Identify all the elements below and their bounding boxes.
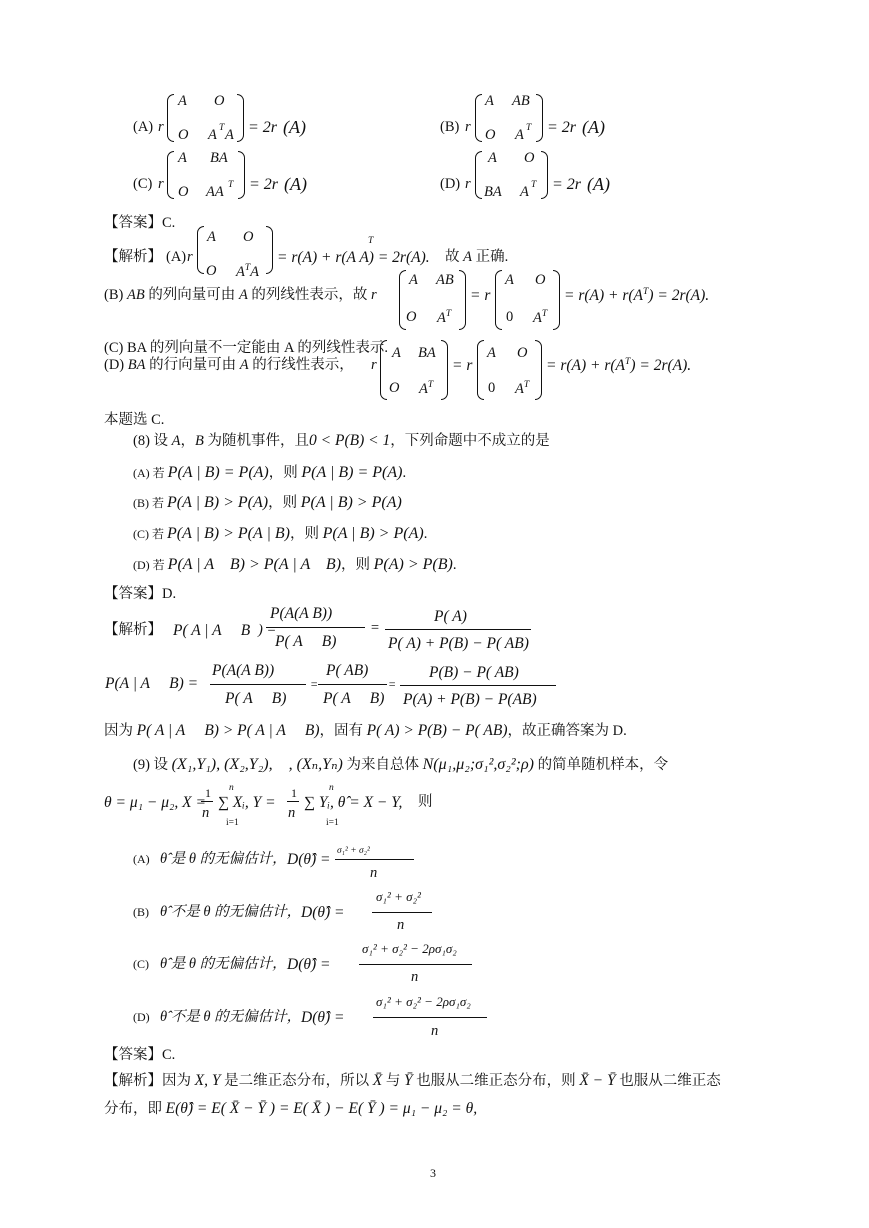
- matrix-left-bracket: [399, 270, 406, 330]
- matrix-entry: A: [505, 272, 514, 288]
- matrix-left-bracket: [197, 226, 204, 274]
- answer-tag: 【答案】: [104, 215, 162, 231]
- analysis-c-text: (C) BA 的列向量不一定能由 A 的列线性表示.: [104, 340, 388, 356]
- q7-option-a-rhs: = 2r: [248, 119, 278, 136]
- matrix-entry: A: [207, 229, 216, 245]
- option-label: (D): [133, 1010, 150, 1024]
- matrix-entry: O: [178, 184, 189, 200]
- q7-option-c-rhs: = 2r: [249, 176, 279, 193]
- matrix-entry: A: [225, 127, 234, 143]
- q7-option-c-r: r: [158, 176, 164, 192]
- matrix-right-bracket: [459, 270, 466, 330]
- analysis-d-eq: = r: [452, 357, 473, 374]
- sum-x: ∑ Xᵢ, Y =: [218, 794, 276, 811]
- q7-option-a-label: (A): [133, 119, 154, 135]
- q7-option-d-r: r: [465, 176, 471, 192]
- fraction-denominator: n: [397, 917, 405, 933]
- q7-option-c-rhs-arg: (A): [284, 174, 307, 194]
- matrix-right-bracket: [266, 226, 273, 274]
- option-text: θ̂ 是 θ 的无偏估计，: [160, 956, 287, 972]
- analysis-tag: 【解析】: [104, 249, 162, 265]
- matrix-entry: BA: [484, 184, 502, 200]
- fraction-denominator: n: [411, 969, 419, 985]
- q9-analysis-line1: 【解析】因为 X, Y 是二维正态分布，所以 X̄ 与 Ȳ 也服从二维正态分布，则 X̄ − Ȳ 也服从二维正态: [104, 1072, 721, 1089]
- fraction-numerator: σ₁² + σ₂² − 2ρσ₁σ₂: [376, 994, 471, 1009]
- matrix-entry: BA: [210, 150, 228, 166]
- q7-answer: [104, 216, 175, 231]
- matrix-entry: $A^T$: [437, 309, 452, 326]
- matrix-right-bracket: [237, 94, 244, 142]
- q7-option-d-label: (D): [440, 176, 461, 192]
- matrix-entry: O: [535, 272, 546, 288]
- matrix-superscript: T: [219, 123, 225, 133]
- analysis-a-conclusion: 故 A 正确.: [445, 249, 509, 265]
- variance-lhs: D(θ̂) =: [287, 851, 331, 868]
- analysis-a-r: r: [187, 249, 193, 265]
- matrix-entry: O: [243, 229, 254, 245]
- q7-conclusion: 本题选 C.: [104, 412, 165, 428]
- matrix-superscript: T: [228, 180, 234, 190]
- analysis-tag: 【解析】: [104, 622, 162, 638]
- matrix-entry: O: [214, 93, 225, 109]
- q7-option-b-rhs: = 2r: [547, 119, 577, 136]
- q8-conclusion: 因为 P( A | A B) > P( A | A B)，固有 P( A) > P(B) − P( AB)，故正确答案为 D.: [104, 722, 627, 739]
- matrix-entry: A: [208, 127, 217, 143]
- fraction-denominator: n: [370, 865, 378, 881]
- formula-eq: =: [310, 677, 319, 691]
- q7-option-b-label: (B): [440, 119, 460, 135]
- matrix-right-bracket: [441, 340, 448, 400]
- matrix-right-bracket: [553, 270, 560, 330]
- q8-option-b: (B) 若 P(A | B) > P(A)，则 P(A | B) > P(A): [133, 494, 402, 511]
- sum-lower-limit: i=1: [326, 818, 339, 828]
- def-then: 则: [418, 794, 433, 810]
- fraction-bar: [266, 627, 365, 628]
- q7-option-d-rhs: = 2r: [552, 176, 582, 193]
- fraction-denominator: n: [431, 1023, 439, 1039]
- variance-lhs: D(θ̂) =: [287, 956, 331, 973]
- analysis-d-r: r: [371, 357, 377, 373]
- matrix-entry: AA: [206, 184, 224, 200]
- fraction-numerator: P(A(A B)): [212, 662, 275, 679]
- q7-option-d-rhs-arg: (A): [587, 174, 610, 194]
- matrix-superscript: T: [526, 123, 532, 133]
- matrix-left-bracket: [477, 340, 484, 400]
- matrix-superscript: T: [531, 180, 537, 190]
- matrix-entry: $A^T$: [515, 380, 530, 397]
- fraction-denominator: n: [202, 805, 210, 821]
- matrix-left-bracket: [380, 340, 387, 400]
- matrix-left-bracket: [495, 270, 502, 330]
- fraction-numerator: P(A(A B)): [270, 605, 333, 622]
- matrix-entry: A: [520, 184, 529, 200]
- fraction-denominator: P( A) + P(B) − P( AB): [388, 635, 529, 652]
- q8-option-d: (D) 若 P(A | A B) > P(A | A B)，则 P(A) > P(B).: [133, 556, 457, 573]
- matrix-entry: BA: [418, 345, 436, 361]
- matrix-entry: $A^T$: [419, 380, 434, 397]
- matrix-entry: O: [389, 380, 400, 396]
- fraction-bar: [385, 629, 531, 630]
- matrix-right-bracket: [535, 340, 542, 400]
- fraction-numerator: σ₁² + σ₂²: [337, 846, 370, 856]
- sum-lower-limit: i=1: [226, 818, 239, 828]
- matrix-entry: A: [487, 345, 496, 361]
- fraction-bar: [318, 684, 387, 685]
- matrix-entry: A: [178, 150, 187, 166]
- q8-option-a: (A) 若 P(A | B) = P(A)，则 P(A | B) = P(A).: [133, 464, 407, 481]
- q9-analysis-line2: 分布，即 E(θ̂) = E( X̄ − Ȳ ) = E( X̄ ) − E( Ȳ ) = μ₁ − μ₂ = θ,: [104, 1100, 478, 1117]
- fraction-numerator: P( AB): [326, 662, 369, 679]
- matrix-entry: 0: [506, 309, 514, 325]
- matrix-entry: A: [178, 93, 187, 109]
- matrix-right-bracket: [541, 151, 548, 199]
- fraction-numerator: P( A): [434, 608, 467, 625]
- fraction-denominator: P( A B): [275, 633, 337, 650]
- fraction-bar: [400, 685, 556, 686]
- matrix-entry: A: [515, 127, 524, 143]
- option-text: θ̂ 是 θ 的无偏估计，: [160, 851, 287, 867]
- q8-stem: (8) 设 A，B 为随机事件，且0 < P(B) < 1，下列命题中不成立的是: [133, 432, 550, 449]
- sum-upper-limit: n: [229, 783, 234, 793]
- fraction-denominator: P( A B): [225, 690, 287, 707]
- analysis-a-rhs: = r(A) + r(A A) = 2r(A).: [277, 249, 430, 266]
- matrix-entry: A: [409, 272, 418, 288]
- analysis-b-eq: = r: [470, 287, 491, 304]
- matrix-entry: A: [488, 150, 497, 166]
- fraction-bar: [359, 964, 472, 965]
- analysis-d-text: (D) BA 的行向量可由 A 的行线性表示，: [104, 357, 354, 373]
- formula-eq: ) =: [258, 622, 277, 638]
- fraction-denominator: P(A) + P(B) − P(AB): [403, 691, 537, 708]
- q8-answer: 【答案】D.: [104, 586, 177, 602]
- matrix-entry: O: [524, 150, 535, 166]
- option-label: (A): [133, 852, 150, 866]
- q8-option-c: (C) 若 P(A | B) > P(A | B)，则 P(A | B) > P(A).: [133, 525, 428, 542]
- matrix-entry: 0: [488, 380, 496, 396]
- sum-y: ∑ Yᵢ, θ̂ = X − Y,: [304, 794, 403, 811]
- def-theta: θ = μ₁ − μ₂, X =: [104, 794, 206, 811]
- matrix-entry: O: [485, 127, 496, 143]
- fraction-denominator: P( A B): [323, 690, 385, 707]
- fraction-bar: [372, 912, 432, 913]
- fraction-numerator: σ₁² + σ₂² − 2ρσ₁σ₂: [362, 941, 457, 956]
- matrix-entry: A: [392, 345, 401, 361]
- analysis-b-rhs: = $r(A) + r(A^T) = 2r(A)$.: [564, 287, 710, 305]
- option-label: (B): [133, 905, 149, 919]
- fraction-numerator: 1: [205, 786, 211, 800]
- sum-upper-limit: n: [329, 783, 334, 793]
- q9-stem: (9) 设 (X₁,Y₁), (X₂,Y₂), , (Xₙ,Yₙ) 为来自总体 N(μ₁,μ₂;σ₁²,σ₂²;ρ) 的简单随机样本，令: [133, 756, 669, 773]
- fraction-bar: [373, 1017, 487, 1018]
- matrix-entry: O: [517, 345, 528, 361]
- matrix-entry: AB: [436, 272, 454, 288]
- option-text: θ̂ 不是 θ 的无偏估计，: [160, 1009, 302, 1025]
- q7-option-c-label: (C): [133, 176, 153, 192]
- option-text: θ̂ 不是 θ 的无偏估计，: [160, 904, 302, 920]
- matrix-entry: $A^TA$: [236, 263, 260, 280]
- q7-option-b-rhs-arg: (A): [582, 117, 605, 137]
- fraction-denominator: n: [288, 805, 296, 821]
- fraction-bar: [335, 859, 414, 860]
- fraction-numerator: 1: [291, 786, 297, 800]
- fraction-numerator: P(B) − P( AB): [429, 664, 519, 681]
- option-label: (C): [133, 957, 149, 971]
- page-number: 3: [430, 1166, 436, 1180]
- matrix-left-bracket: [167, 151, 174, 199]
- analysis-a-label: (A): [166, 249, 187, 265]
- q7-option-a-rhs-arg: (A): [283, 117, 306, 137]
- matrix-right-bracket: [536, 94, 543, 142]
- matrix-left-bracket: [167, 94, 174, 142]
- matrix-entry: O: [206, 263, 217, 279]
- analysis-b-text: (B) AB 的列向量可由 A 的列线性表示，故 r: [104, 287, 377, 303]
- formula-eq: =: [370, 620, 380, 636]
- variance-lhs: D(θ̂) =: [301, 1009, 345, 1026]
- matrix-entry: O: [178, 127, 189, 143]
- formula-lhs: P(A | A B) =: [105, 675, 199, 692]
- matrix-left-bracket: [475, 94, 482, 142]
- fraction-numerator: σ₁² + σ₂²: [376, 889, 421, 904]
- fraction-bar: [201, 801, 213, 802]
- formula-lhs: P( A | A B: [173, 622, 251, 639]
- fraction-bar: [287, 801, 299, 802]
- fraction-bar: [210, 684, 306, 685]
- matrix-entry: $A^T$: [533, 309, 548, 326]
- formula-eq: =: [388, 677, 397, 691]
- q7-option-a-r: r: [158, 119, 164, 135]
- analysis-d-rhs: = $r(A) + r(A^T) = 2r(A)$.: [546, 357, 692, 375]
- analysis-a-sup: T: [368, 236, 374, 246]
- matrix-entry: AB: [512, 93, 530, 109]
- variance-lhs: D(θ̂) =: [301, 904, 345, 921]
- matrix-entry: A: [485, 93, 494, 109]
- q9-answer: 【答案】C.: [104, 1047, 176, 1063]
- q7-option-b-r: r: [465, 119, 471, 135]
- matrix-left-bracket: [475, 151, 482, 199]
- matrix-entry: O: [406, 309, 417, 325]
- answer-value: C.: [162, 215, 176, 231]
- matrix-right-bracket: [238, 151, 245, 199]
